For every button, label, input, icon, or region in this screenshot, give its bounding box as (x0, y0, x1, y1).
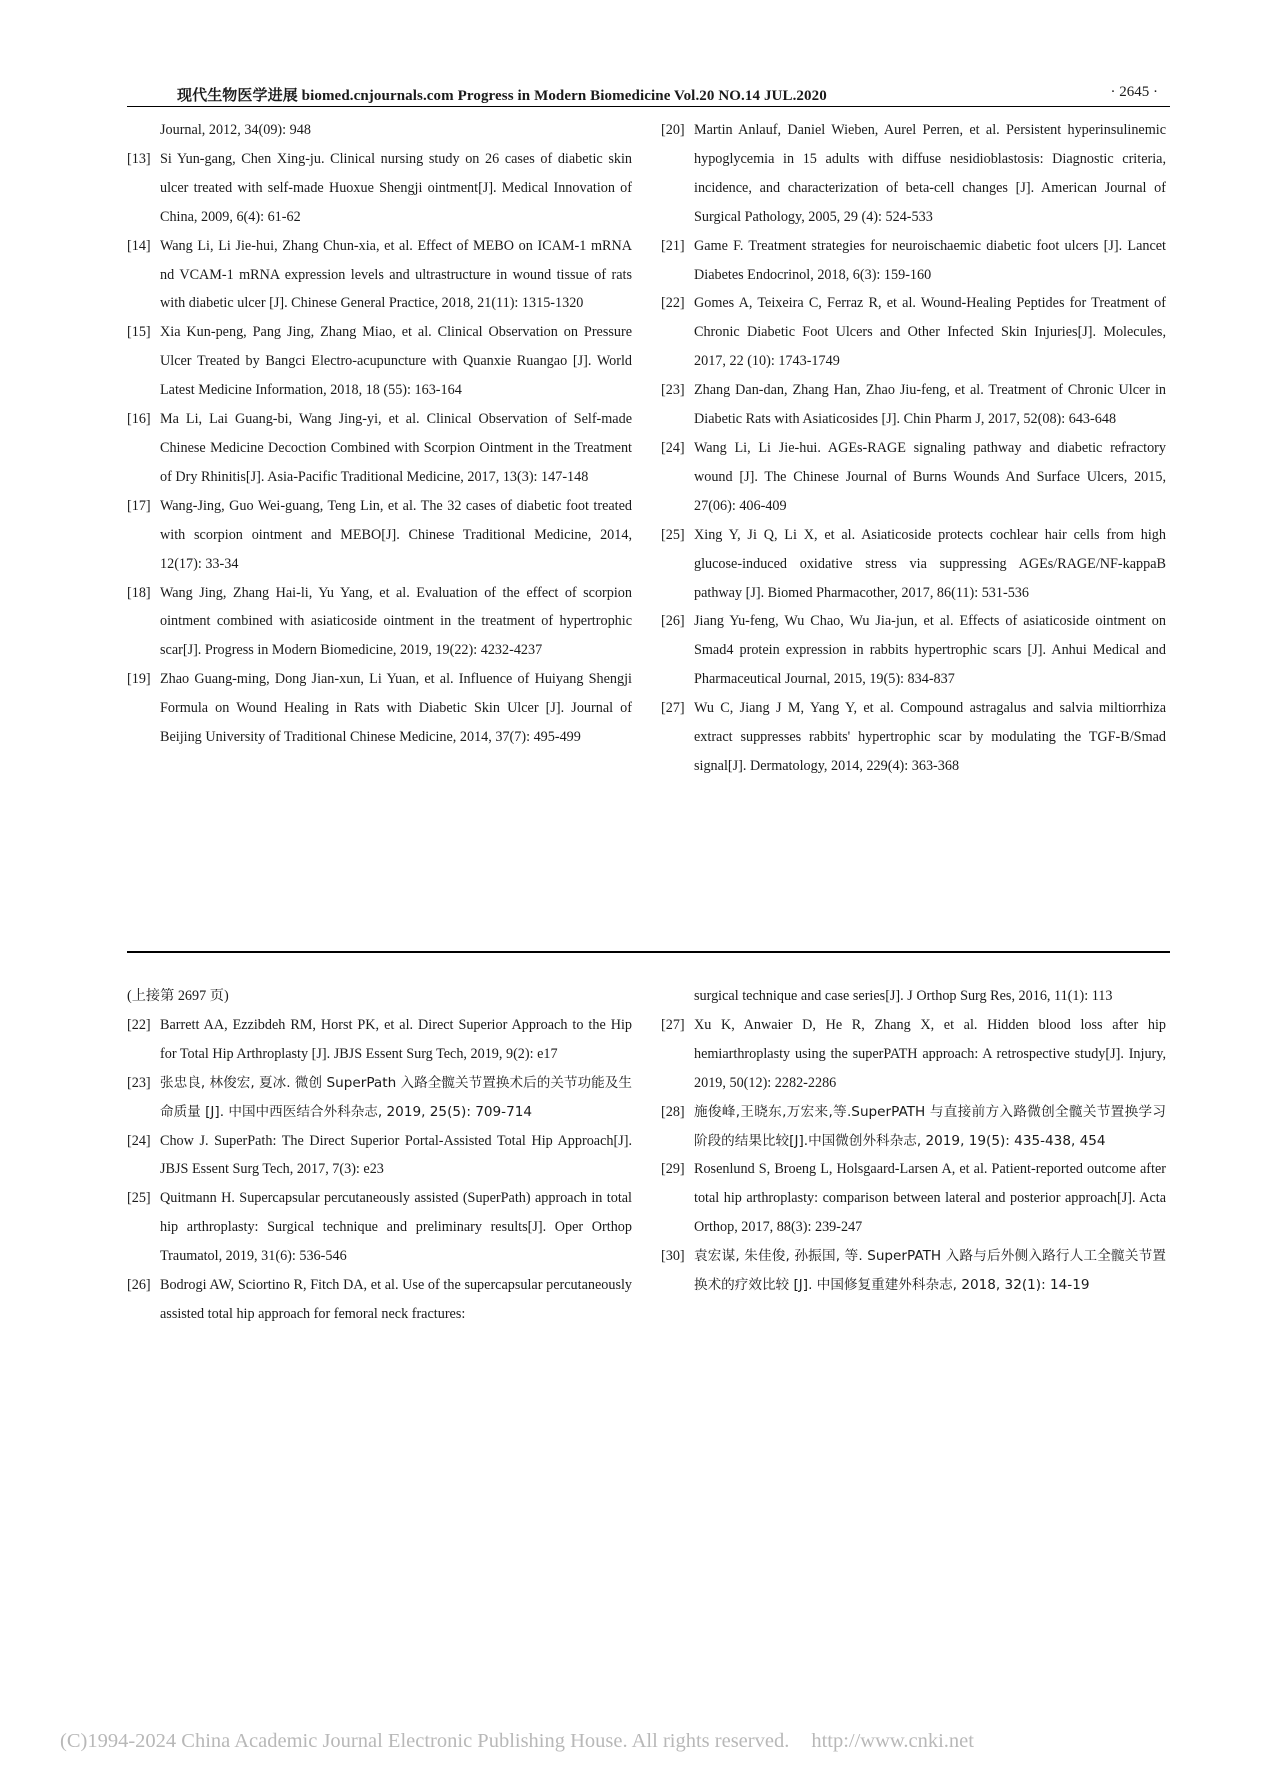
reference-number: [17] (127, 497, 151, 514)
reference-item (127, 318, 632, 405)
top-left-references (127, 116, 632, 752)
running-header (127, 82, 1170, 107)
reference-number: [16] (127, 411, 151, 428)
reference-text: Game F. Treatment strategies for neuroischaemic diabetic foot ulcers [J]. Lancet Diabetes Endocrinol, 2018, 6(3): 159-160 (694, 237, 1166, 283)
reference-number: [26] (127, 1277, 151, 1294)
reference-text: Gomes A, Teixeira C, Ferraz R, et al. Wound-Healing Peptides for Treatment of Chronic Diabetic Foot Ulcers and Other Infected Skin Injuries[J]. Molecules, 2017, 22 (10): 1743-1749 (694, 295, 1166, 370)
reference-number: [19] (127, 671, 151, 688)
reference-item (127, 232, 632, 319)
reference-text: Zhao Guang-ming, Dong Jian-xun, Li Yuan, et al. Influence of Huiyang Shengji Formula on Wound Healing in Rats with Diabetic Skin Ulcer [J]. Journal of Beijing University of Traditional Chinese Medicine, 2014, 37(7): 495-499 (160, 671, 632, 746)
reference-text: Quitmann H. Supercapsular percutaneously assisted (SuperPath) approach in total hip arthroplasty: Surgical technique and preliminary results[J]. Oper Orthop Traumatol, 2019, 31(6): 536-546 (160, 1190, 632, 1265)
reference-item (661, 376, 1166, 434)
reference-number: [29] (661, 1161, 685, 1178)
page-number: · 2645 · (1110, 84, 1158, 100)
reference-text: Jiang Yu-feng, Wu Chao, Wu Jia-jun, et al. Effects of asiaticoside ointment on Smad4 protein expression in rabbits hypertrophic scars [J]. Anhui Medical and Pharmaceutical Journal, 2015, 19(5): 834-837 (694, 613, 1166, 688)
reference-number: [27] (661, 1016, 685, 1033)
continued-note: (上接第 2697 页) (127, 988, 229, 1004)
reference-item (127, 1184, 632, 1271)
reference-text: Xing Y, Ji Q, Li X, et al. Asiaticoside protects cochlear hair cells from high glucose-induced oxidative stress via suppressing AGEs/RAGE/NF-kappaB pathway [J]. Biomed Pharmacother, 2017, 86(11): 531-536 (694, 526, 1166, 601)
reference-text: Bodrogi AW, Sciortino R, Fitch DA, et al. Use of the supercapsular percutaneously assisted total hip approach for femoral neck fractures: (160, 1277, 632, 1322)
reference-item (661, 1155, 1166, 1242)
reference-item (127, 1069, 632, 1127)
reference-item (661, 982, 1166, 1011)
reference-text: Chow J. SuperPath: The Direct Superior Portal-Assisted Total Hip Approach[J]. JBJS Essent Surg Tech, 2017, 7(3): e23 (160, 1132, 632, 1178)
reference-text: Rosenlund S, Broeng L, Holsgaard-Larsen A, et al. Patient-reported outcome after total hip arthroplasty: comparison between lateral and posterior approach[J]. Acta Orthop, 2017, 88(3): 239-247 (694, 1161, 1166, 1236)
reference-item (661, 1098, 1166, 1156)
reference-item (127, 665, 632, 752)
reference-number: [27] (661, 700, 685, 717)
journal-info: 现代生物医学进展 biomed.cnjournals.com Progress in Modern Biomedicine Vol.20 NO.14 JUL.2020 (177, 88, 827, 104)
copyright-text: (C)1994-2024 China Academic Journal Electronic Publishing House. All rights reserved. (60, 1730, 790, 1752)
reference-number: [22] (127, 1016, 151, 1033)
reference-item (127, 1011, 632, 1069)
reference-item (127, 492, 632, 579)
reference-number: [21] (661, 237, 685, 254)
reference-text: Wang Li, Li Jie-hui, Zhang Chun-xia, et al. Effect of MEBO on ICAM-1 mRNA nd VCAM-1 mRNA expression levels and ultrastructure in wound tissue of rats with diabetic ulcer [J]. Chinese General Practice, 2018, 21(11): 1315-1320 (160, 237, 632, 312)
reference-text: Wang Li, Li Jie-hui. AGEs-RAGE signaling pathway and diabetic refractory wound [J]. The Chinese Journal of Burns Wounds And Surface Ulcers, 2015, 27(06): 406-409 (694, 439, 1166, 514)
cnki-link[interactable]: http://www.cnki.net (811, 1730, 974, 1752)
reference-item (127, 1271, 632, 1329)
section-divider (127, 951, 1170, 953)
reference-number: [25] (661, 526, 685, 543)
reference-item (661, 607, 1166, 694)
reference-text: Zhang Dan-dan, Zhang Han, Zhao Jiu-feng, et al. Treatment of Chronic Ulcer in Diabetic Rats with Asiaticosides [J]. Chin Pharm J, 2017, 52(08): 643-648 (694, 382, 1166, 428)
reference-text: surgical technique and case series[J]. J Orthop Surg Res, 2016, 11(1): 113 (694, 988, 1113, 1004)
reference-text: Xu K, Anwaier D, He R, Zhang X, et al. Hidden blood loss after hip hemiarthroplasty using the superPATH approach: A retrospective study[J]. Injury, 2019, 50(12): 2282-2286 (694, 1016, 1166, 1091)
reference-text: 张忠良, 林俊宏, 夏冰. 微创 SuperPath 入路全髋关节置换术后的关节功能及生命质量 [J]. 中国中西医结合外科杂志, 2019, 25(5): 709-714 (160, 1074, 632, 1120)
copyright-footer (60, 1730, 974, 1753)
reference-item (661, 116, 1166, 232)
reference-item (127, 405, 632, 492)
reference-text: Barrett AA, Ezzibdeh RM, Horst PK, et al. Direct Superior Approach to the Hip for Total Hip Arthroplasty [J]. JBJS Essent Surg Tech, 2019, 9(2): e17 (160, 1016, 632, 1062)
reference-text: 施俊峰,王晓东,万宏来,等.SuperPATH 与直接前方入路微创全髋关节置换学习阶段的结果比较[J].中国微创外科杂志, 2019, 19(5): 435-438, 454 (694, 1103, 1166, 1149)
reference-text: Si Yun-gang, Chen Xing-ju. Clinical nursing study on 26 cases of diabetic skin ulcer treated with self-made Huoxue Shengji ointment[J]. Medical Innovation of China, 2009, 6(4): 61-62 (160, 150, 632, 225)
reference-text: Wang Jing, Zhang Hai-li, Yu Yang, et al. Evaluation of the effect of scorpion ointment combined with asiaticoside ointment in the treatment of hypertrophic scar[J]. Progress in Modern Biomedicine, 2019, 19(22): 4232-4237 (160, 584, 632, 659)
reference-item (661, 232, 1166, 290)
reference-text: Wang-Jing, Guo Wei-guang, Teng Lin, et al. The 32 cases of diabetic foot treated with scorpion ointment and MEBO[J]. Chinese Traditional Medicine, 2014, 12(17): 33-34 (160, 497, 632, 572)
reference-item (127, 145, 632, 232)
reference-number: [15] (127, 324, 151, 341)
reference-number: [25] (127, 1190, 151, 1207)
bottom-right-references (661, 982, 1166, 1300)
reference-number: [14] (127, 237, 151, 254)
reference-item (661, 289, 1166, 376)
reference-text: Ma Li, Lai Guang-bi, Wang Jing-yi, et al. Clinical Observation of Self-made Chinese Medicine Decoction Combined with Scorpion Ointment in the Treatment of Dry Rhinitis[J]. Asia-Pacific Traditional Medicine, 2017, 13(3): 147-148 (160, 411, 632, 485)
reference-number: [26] (661, 613, 685, 630)
reference-number: [23] (661, 382, 685, 399)
reference-number: [20] (661, 122, 685, 138)
reference-text: Martin Anlauf, Daniel Wieben, Aurel Perren, et al. Persistent hyperinsulinemic hypoglycemia in 15 adults with diffuse nesidioblastosis: Diagnostic criteria, incidence, and characterization of beta-cell changes [J]. American Journal of Surgical Pathology, 2005, 29 (4): 524-533 (694, 122, 1166, 225)
reference-item (661, 694, 1166, 781)
reference-item (661, 434, 1166, 521)
reference-number: [22] (661, 295, 685, 312)
reference-number: [24] (127, 1132, 151, 1149)
reference-text: 袁宏谋, 朱佳俊, 孙振国, 等. SuperPATH 入路与后外侧入路行人工全髋关节置换术的疗效比较 [J]. 中国修复重建外科杂志, 2018, 32(1): 14-19 (694, 1248, 1166, 1294)
reference-number: [23] (127, 1074, 151, 1091)
reference-number: [13] (127, 150, 151, 167)
reference-number: [24] (661, 439, 685, 456)
reference-number: [18] (127, 584, 151, 601)
reference-text: Wu C, Jiang J M, Yang Y, et al. Compound astragalus and salvia miltiorrhiza extract suppresses rabbits' hypertrophic scar by modulating the TGF-B/Smad signal[J]. Dermatology, 2014, 229(4): 363-368 (694, 700, 1166, 774)
reference-text: Xia Kun-peng, Pang Jing, Zhang Miao, et al. Clinical Observation on Pressure Ulcer Treated by Bangci Electro-acupuncture with Quanxie Ruangao [J]. World Latest Medicine Information, 2018, 18 (55): 163-164 (160, 324, 632, 399)
reference-item (127, 1127, 632, 1185)
reference-item (661, 521, 1166, 608)
reference-item (661, 1242, 1166, 1300)
reference-number: [28] (661, 1103, 685, 1120)
reference-item (661, 1011, 1166, 1098)
reference-item (127, 579, 632, 666)
bottom-left-references (127, 982, 632, 1329)
reference-item (127, 116, 632, 145)
reference-number: [30] (661, 1248, 685, 1265)
top-right-references (661, 116, 1166, 781)
reference-text: Journal, 2012, 34(09): 948 (160, 122, 311, 138)
